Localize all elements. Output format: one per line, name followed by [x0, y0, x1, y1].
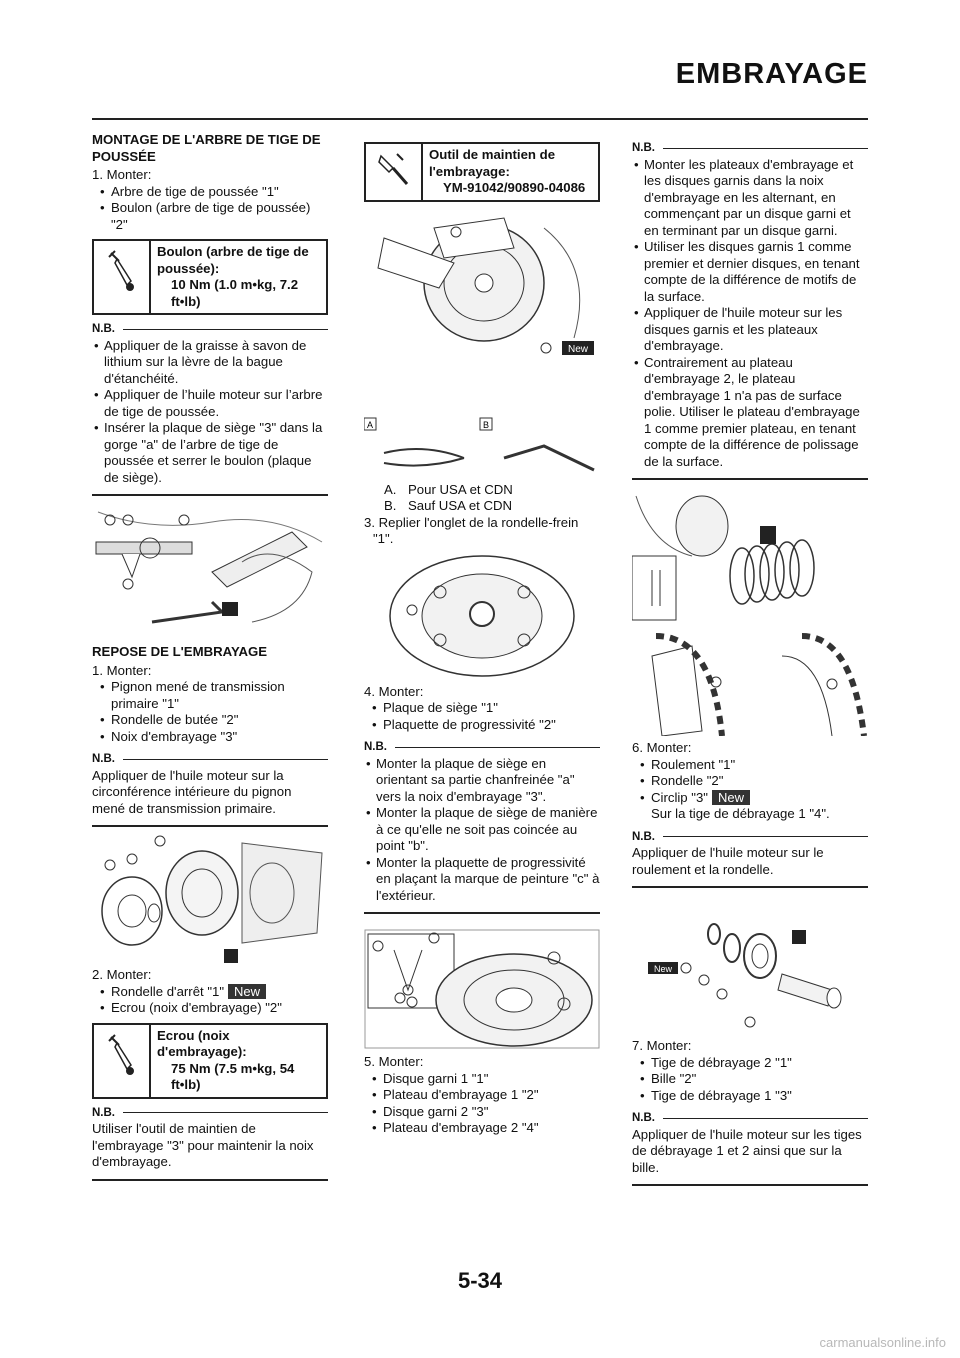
page-number: 5-34	[457, 1268, 503, 1293]
step: 6. Monter:	[632, 740, 692, 755]
note-item: • Monter la plaque de siège de manière à ce qu'elle ne soit pas coincée au point "b".	[364, 805, 600, 855]
clutch-holder-figure	[364, 208, 600, 478]
special-tool-icon	[366, 144, 423, 200]
note-item: • Appliquer de l'huile moteur sur les disques garnis et les plateaux d'embrayage.	[632, 305, 868, 355]
note-item: • Appliquer de la graisse à savon de lithium sur la lèvre de la bague d'étanchéité.	[92, 338, 328, 388]
spec-value: 10 Nm (1.0 m•kg, 7.2 ft•lb)	[171, 277, 299, 309]
note-text: Appliquer de l'huile moteur sur les tiges de débrayage 1 et 2 ainsi que sur la bille.	[632, 1126, 862, 1175]
note-block	[92, 751, 328, 827]
list-item: • Plaquette de progressivité "2"	[364, 717, 600, 734]
section-title: REPOSE DE L'EMBRAYAGE	[92, 644, 268, 659]
torque-wrench-icon	[94, 241, 151, 313]
step-subtext: Sur la tige de débrayage 1 "4".	[651, 806, 830, 821]
legend-row	[364, 498, 600, 515]
note-text: Utiliser l'outil de maintien de l'embrayage "3" pour maintenir la noix d'embrayage.	[92, 1121, 314, 1169]
lock-washer-figure	[364, 552, 600, 680]
note-item: • Contrairement au plateau d'embrayage 2, le plateau d'embrayage 1 n'a pas de surface polie. Utiliser le plateau d'embrayage 1 comme premier plateau, en tenant compte de la différence de polissage de la surface.	[632, 355, 868, 471]
seat-plate-figure	[364, 920, 600, 1050]
step: 5. Monter:	[364, 1054, 424, 1069]
note-block	[632, 829, 868, 889]
figure-label-b: B	[482, 419, 490, 430]
spec-label: Ecrou (noix d'embrayage):	[157, 1027, 247, 1059]
note-block	[632, 140, 868, 480]
list-item: • Tige de débrayage 1 "3"	[632, 1088, 868, 1105]
spec-label: Outil de maintien de l'embrayage:	[429, 147, 556, 179]
list-item: • Boulon (arbre de tige de poussée) "2"	[92, 200, 328, 233]
torque-spec-box	[92, 1023, 328, 1099]
note-block	[632, 1110, 868, 1186]
list-item-text: Rondelle d'arrêt "1"	[111, 983, 225, 999]
list-item	[632, 790, 868, 807]
section-title: MONTAGE DE L'ARBRE DE TIGE DE POUSSÉE	[92, 132, 321, 164]
list-item: • Pignon mené de transmission primaire "1"	[92, 679, 328, 712]
list-item: • Noix d'embrayage "3"	[92, 729, 328, 746]
spec-value: 75 Nm (7.5 m•kg, 54 ft•lb)	[171, 1060, 295, 1092]
bearing-figure	[632, 894, 868, 1034]
list-item: • Plateau d'embrayage 1 "2"	[364, 1087, 600, 1104]
note-label: N.B.	[92, 753, 115, 765]
clutch-boss-figure	[92, 833, 328, 963]
note-item: • Appliquer de l’huile moteur sur l’arbre de tige de poussée.	[92, 387, 328, 420]
note-block	[92, 1105, 328, 1181]
column-2	[364, 142, 600, 1137]
spec-value: YM-91042/90890-04086	[443, 180, 586, 195]
note-item: • Utiliser les disques garnis 1 comme premier et dernier disques, en tenant compte de la différence de motifs de la surface.	[632, 239, 868, 305]
note-block	[92, 321, 328, 496]
list-item: • Rondelle "2"	[632, 773, 868, 790]
list-item: • Ecrou (noix d'embrayage) "2"	[92, 1000, 328, 1017]
watermark: carmanualsonline.info	[819, 1335, 946, 1350]
legend-key: B.	[384, 498, 397, 513]
list-item: • Arbre de tige de poussée "1"	[92, 184, 328, 201]
list-item	[92, 984, 328, 1001]
page-title: EMBRAYAGE	[675, 58, 868, 90]
spec-label: Boulon (arbre de tige de poussée):	[157, 244, 309, 276]
figure-label-a: A	[366, 419, 374, 430]
note-item: • Monter les plateaux d'embrayage et les disques garnis dans la noix d'embrayage en les alternant, en commençant par un disque garni et en terminant par un disque garni.	[632, 157, 868, 240]
list-item: • Disque garni 2 "3"	[364, 1104, 600, 1121]
list-item: • Plateau d'embrayage 2 "4"	[364, 1120, 600, 1137]
header-rule	[92, 118, 868, 120]
list-item-text: Circlip "3"	[651, 789, 708, 805]
column-1	[92, 132, 328, 1187]
step: 1. Monter:	[92, 662, 152, 678]
note-text: Appliquer de l'huile moteur sur le roulement et la rondelle.	[632, 845, 824, 877]
step: 3. Replier l'onglet de la rondelle-frein "1".	[364, 514, 579, 546]
note-label: N.B.	[364, 741, 387, 753]
note-label: N.B.	[92, 323, 115, 335]
list-item: • Disque garni 1 "1"	[364, 1071, 600, 1088]
list-item: • Bille "2"	[632, 1071, 868, 1088]
note-label: N.B.	[92, 1106, 115, 1119]
torque-spec-box	[92, 239, 328, 315]
push-rod-figure	[92, 502, 328, 640]
tool-spec-box	[364, 142, 600, 202]
list-item: • Roulement "1"	[632, 757, 868, 774]
column-3	[632, 140, 868, 1192]
list-item: • Tige de débrayage 2 "1"	[632, 1055, 868, 1072]
note-label: N.B.	[632, 1112, 655, 1124]
clutch-plates-figure	[632, 486, 868, 736]
list-item: • Plaque de siège "1"	[364, 700, 600, 717]
list-item: • Rondelle de butée "2"	[92, 712, 328, 729]
new-badge: New	[712, 790, 750, 805]
torque-wrench-icon	[94, 1025, 151, 1097]
legend-key: A.	[384, 481, 397, 497]
note-item: • Monter la plaquette de progressivité en plaçant la marque de peinture "c" à l'extérieur.	[364, 855, 600, 905]
step: 1. Monter:	[92, 167, 152, 182]
note-label: N.B.	[632, 830, 655, 843]
new-badge: New	[567, 343, 589, 355]
step: 4. Monter:	[364, 683, 424, 699]
new-badge: New	[228, 984, 266, 999]
legend-row	[364, 482, 600, 499]
step: 2. Monter:	[92, 967, 152, 982]
note-item: • Monter la plaque de siège en orientant sa partie chanfreinée "a" vers la noix d'embrayage "3".	[364, 756, 600, 806]
legend-text: Sauf USA et CDN	[408, 498, 513, 513]
note-item: • Insérer la plaque de siège "3" dans la gorge "a" de l’arbre de tige de poussée et serrer le boulon (plaque de siège).	[92, 420, 328, 486]
note-text: Appliquer de l'huile moteur sur la circonférence intérieure du pignon mené de transmission primaire.	[92, 767, 292, 816]
new-badge: New	[653, 964, 673, 974]
step: 7. Monter:	[632, 1038, 692, 1053]
legend-text: Pour USA et CDN	[408, 481, 513, 497]
note-label: N.B.	[632, 142, 655, 154]
note-block	[364, 739, 600, 914]
